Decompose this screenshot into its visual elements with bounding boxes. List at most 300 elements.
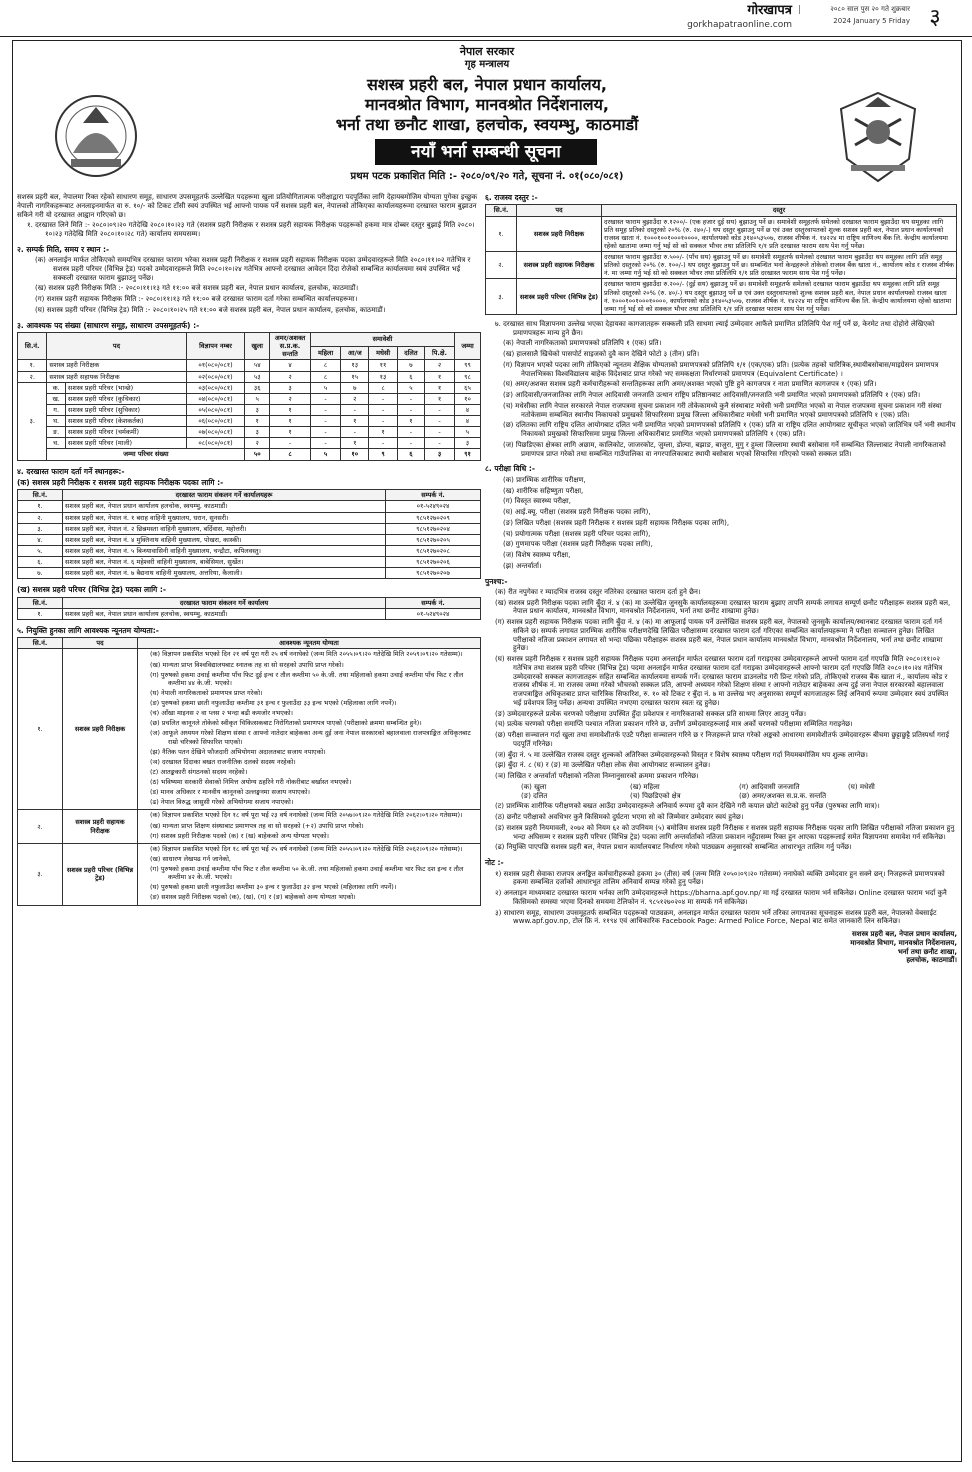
row-contact: ९८५१२७०२०७: [386, 568, 481, 579]
list-item: (छ) गुणमापक परीक्षा (सशस्त्र प्रहरी निरीक्षक पदका लागि),: [503, 540, 653, 549]
row-value: ८: [369, 382, 397, 393]
row-value: -: [397, 393, 424, 404]
row-value: १: [425, 382, 455, 393]
list-item: (छ) दलितका लागि राष्ट्रिय दलित आयोगबाट दलित भनी प्रमाणित भएको प्रमाणपत्रको प्रतिलिपि १ (एक) प्रति वा राष्ट्रिय दलित आयोगबाट सूचीकृत भएको जातिभित्र पर्ने भनी स्थानीय निकायको प्रमुखको सिफारिसमा प्रमुख जिल्ला अधिकारीबाट प्रमाणित भएको प्रमाणपत्रको प्रतिलिपि १ (एक) प्रति।: [503, 421, 956, 439]
row-value: ९८: [454, 371, 480, 382]
row-value: २: [270, 371, 311, 382]
row-sub: क.: [47, 382, 66, 393]
row-value: -: [311, 438, 341, 449]
list-item: (घ) अमर/अशक्त सशस्त्र प्रहरी कर्मचारीहरूको सन्ततिहरूका लागि अमर/अशक्त भएको पुष्टि हुने कागजपत्र र नाता प्रमाणित कागजपत्र १ (एक) प्रति।: [503, 380, 877, 389]
table-header: दलित: [397, 346, 424, 360]
total-label: जम्मा परिचर संख्या: [47, 449, 245, 460]
table-row: [18, 545, 481, 556]
row-value: -: [311, 427, 341, 438]
fee-table-body: [486, 216, 957, 314]
row-value: १: [341, 416, 369, 427]
newspaper-brand: गोरखापत्र: [747, 3, 792, 18]
total-value: १०: [341, 449, 369, 460]
row-value: -: [425, 427, 455, 438]
qualification-item: (ख) मान्यता प्राप्त शिक्षण संस्थाबाट प्रमाणपत्र तह वा सो सरहको (+२) उपाधि प्राप्त गरेको।: [150, 821, 364, 830]
list-item: (ग) विज्ञापन भएको पदका लागि तोकिएको न्यूनतम शैक्षिक योग्यताको प्रमाणपत्रको प्रतिलिपि १/१ (एक/एक) प्रति। (प्रत्येक तहको चारित्रिक,स्थायीबसोबास/माइग्रेसन प्रमाणपत्र नेपालभित्रका विश्वविद्यालय बाहेक विदेशबाट प्राप्त गरेको भए समकक्षता निर्धारणको प्रमाणपत्र (Equivalent Certificate) ।: [503, 360, 939, 378]
row-post: सशस्त्र प्रहरी परिचर (कुचिकार): [65, 393, 186, 404]
qualification-item: (ङ) सशस्त्र प्रहरी निरीक्षक पदको (क), (ख), (ग) र (ङ) बाहेकको अन्य योग्यता भएको।: [150, 893, 356, 902]
list-item: (ङ) लिखित परीक्षा (सशस्त्र प्रहरी निरीक्षक र सशस्त्र प्रहरी सहायक निरीक्षक पदका लागि),: [503, 518, 730, 527]
row-adv: ०३(०८०/०८१): [186, 382, 245, 393]
row-sub: ग.: [47, 404, 66, 415]
section-1: १. दरखास्त लिने मिति :- २०८०।०९।२० गतेदेखि २०८०।१०।२३ गते (सशस्त्र प्रहरी निरीक्षक र सशस्त्र प्रहरी सहायक निरीक्षक पदहरूको हकमा मात्र दोब्बर दस्तुर बुझाई मिति २०८०।१०।२३ गतेदेखि मिति २०८०।१०।२८ गते) कार्यालय समयसम्म।: [27, 221, 475, 238]
list-item: (ज) विशेष स्वास्थ्य परीक्षा,: [503, 551, 571, 559]
posts-table: [17, 332, 481, 461]
row-value: १: [369, 427, 397, 438]
row-value: ६: [397, 371, 424, 382]
row-value: ५३: [245, 371, 270, 382]
row-value: १: [341, 438, 369, 449]
table-row: [18, 512, 481, 523]
notice-title: नयाँ भर्ना सम्बन्धी सूचना: [375, 139, 597, 165]
table-header: पद: [63, 638, 138, 649]
table-header: सि.नं.: [18, 333, 47, 360]
row-value: ४: [454, 416, 480, 427]
row-qualifications: [138, 649, 481, 810]
row-sn: ४.: [18, 534, 63, 545]
list-item: (छ) परीक्षा सञ्चालन गर्दा खुला तथा समावेशीतर्फ एउटै परीक्षा सञ्चालन गरिने छ र निजहरूले प्राप्त गरेको अङ्कको आधारमा समावेशीतर्फ उम्मेदवारहरू बीचमा छुट्टाछुट्टै प्रतिस्पर्धा गराई पदपूर्ति गरिनेछ।: [495, 731, 950, 748]
section-9-list: [485, 588, 957, 852]
row-value: ११: [369, 360, 397, 371]
qualification-item: (ख) साधारण लेखपढ गर्न जानेको,: [150, 854, 231, 863]
list-item: (क) रीत नपुगेका र म्यादभित्र राजस्व दस्तुर नतिरेका दरखास्त फाराम दर्ता हुने छैन।: [495, 587, 701, 596]
date-english: 2024 January 5 Friday: [833, 17, 910, 25]
signature-block: [485, 930, 957, 965]
row-value: -: [369, 438, 397, 449]
row-post: सशस्त्र प्रहरी सहायक निरीक्षक: [517, 252, 602, 279]
row-sn: ३.: [486, 279, 517, 315]
row-adv: ०१(०८०/०८१): [186, 360, 245, 371]
row-sn: १.: [486, 216, 517, 252]
table-header: पद: [517, 205, 602, 216]
table-row: [18, 360, 481, 371]
row-value: २: [425, 360, 455, 371]
department-name: मानवश्रोत विभाग, मानवश्रोत निर्देशनालय,: [364, 95, 610, 114]
row-office: सशस्त्र प्रहरी बल, नेपाल नं. ६ महेश्वरी वाहिनी मुख्यालय, बाबेसिमल, सुर्खेत।: [63, 557, 386, 568]
section-7-intro: ७. दरखास्त साथ विज्ञापनमा उल्लेख भएका देहायका कागजातहरू सक्कली प्रति साथमा ल्याई उम्मेदवार आफैंले प्रमाणित प्रतिलिपि पेश गर्नु पर्ने छ, केरमेट तथा दोहोरो लेखिएको प्रमाणपत्रहरू मान्य हुने छैन।: [495, 319, 935, 337]
row-sn: १.: [18, 608, 63, 619]
qualification-item: (क) विज्ञापन प्रकाशित भएको दिन १८ वर्ष पूरा भई २३ वर्ष ननाघेको (जन्म मिति २०५७।०९।२० गतेदेखि मिति २०६२।०९।२० गतेसम्म)।: [150, 811, 463, 820]
row-contact: ९८५१२७०२०६: [386, 557, 481, 568]
row-value: ५: [311, 382, 341, 393]
table-row: [486, 216, 957, 252]
row-value: १३: [369, 371, 397, 382]
qualification-item: (क) विज्ञापन प्रकाशित भएको दिन १८ वर्ष पूरा भई २५ वर्ष ननाघेको (जन्म मिति २०५५।०९।२० गतेदेखि मिति २०६२।०९।२० गतेसम्म)।: [150, 844, 463, 853]
table-header: आवश्यक न्यूनतम योग्यता: [138, 638, 481, 649]
branch-name: भर्ना तथा छनौट शाखा, हलचोक, स्वयम्भु, काठमाडौं: [335, 115, 639, 134]
table-row: [18, 608, 481, 619]
row-value: ४: [454, 404, 480, 415]
row-sn: ६.: [18, 557, 63, 568]
publication-line: प्रथम पटक प्रकाशित मिति :- २०८०/०९/२० गते, सूचना नं. ०१(०८०/०८१): [350, 171, 624, 182]
right-column: [485, 193, 957, 965]
table-header: दरखास्त फाराम संकलन गर्ने कार्यालय: [63, 597, 386, 608]
signature-line: भर्ना तथा छनौट शाखा,: [897, 947, 957, 956]
note-title: नोट :-: [485, 858, 504, 868]
row-value: ६५: [454, 382, 480, 393]
row-office: सशस्त्र प्रहरी बल, नेपाल नं. २ छिन्नमस्ता वाहिनी मुख्यालय, बर्दिवास, महोत्तरी।: [63, 523, 386, 534]
govt-name: नेपाल सरकार: [459, 45, 515, 58]
row-value: ३: [454, 438, 480, 449]
row-value: १: [270, 416, 311, 427]
office-name: सशस्त्र प्रहरी बल, नेपाल प्रधान कार्यालय,: [367, 75, 607, 94]
section-3-title: ३. आवश्यक पद संख्या (साधारण समूह, साधारण उपसमूहतर्फ) :-: [17, 320, 200, 330]
row-value: ४: [270, 360, 311, 371]
section-4a-title: (क) सशस्त्र प्रहरी निरीक्षक र सशस्त्र प्रहरी सहायक निरीक्षक पदका लागि :-: [17, 477, 224, 487]
section-2-title: २. सम्पर्क मिति, समय र स्थान :-: [17, 244, 110, 254]
row-sn: २.: [18, 810, 63, 843]
row-office: सशस्त्र प्रहरी बल, नेपाल प्रधान कार्यालय हलचोक, स्वयम्भु, काठमाडौं।: [63, 608, 386, 619]
row-value: -: [397, 404, 424, 415]
notes-list: [485, 870, 957, 927]
table-row: [18, 843, 481, 905]
row-value: ३: [245, 427, 270, 438]
list-item: (ग) विस्तृत स्वास्थ्य परीक्षा,: [503, 497, 571, 506]
row-value: ५: [454, 427, 480, 438]
row-adv: ०७(०८०/०८१): [186, 427, 245, 438]
row-value: ९९: [454, 360, 480, 371]
list-item: (ख) शारीरिक सहिष्णुता परीक्षा,: [503, 486, 584, 495]
table-row: [18, 438, 481, 449]
row-office: सशस्त्र प्रहरी बल, नेपाल नं. १ बराह वाहिनी मुख्यालय, धरान, सुनसरी।: [63, 512, 386, 523]
list-item: २) अनलाइन माध्यमबाट दरखास्त फाराम भर्नका लागि उम्मेदवारहरूले https://bharna.apf.gov.np/ मा गई दरखास्त फाराम भर्न सकिनेछ। Online दरखास्त फाराम भर्दा कुनै किसिमको समस्या भएमा दिनको समयमा टेलिफोन नं. ९८५१२७०२०४ मा सम्पर्क गर्न सकिनेछ।: [495, 889, 947, 906]
section-4b-title: (ख) सशस्त्र प्रहरी परिचर (विभिन्न ट्रेड) पदका लागि :-: [17, 585, 166, 595]
signature-line: हलचोक, काठमाडौं।: [906, 956, 957, 965]
row-value: २: [341, 393, 369, 404]
fee-table: [485, 204, 957, 315]
order-item: (क) खुला: [521, 782, 547, 791]
section-5-title: ५. नियुक्ति हुनका लागि आवश्यक न्यूनतम योग्यता:-: [17, 625, 159, 635]
row-post: सशस्त्र प्रहरी निरीक्षक: [47, 360, 186, 371]
row-sn: १.: [18, 360, 47, 371]
row-adv: ०४(०८०/०८१): [186, 393, 245, 404]
list-item: (घ) सशस्त्र प्रहरी परिचर (विभिन्न ट्रेड) मिति :- २०८०।१०।२५ गते ११:०० बजे सशस्त्र प्रहरी बल, नेपाल प्रधान कार्यालय, हलचोक, काठमाडौं।: [35, 305, 386, 314]
qualification-item: (ख) मान्यता प्राप्त विश्वविद्यालयबाट स्नातक तह वा सो सरहको उपाधि प्राप्त गरेको।: [150, 660, 344, 669]
row-sn: ३.: [18, 523, 63, 534]
row-sn: ३.: [18, 382, 47, 460]
row-sn: १.: [18, 649, 63, 810]
table-header: सि.नं.: [18, 638, 63, 649]
masthead: [0, 0, 972, 37]
row-post: सशस्त्र प्रहरी परिचर (विभिन्न ट्रेड): [63, 843, 138, 905]
qualification-item: (ग) पुरुषको हकमा उचाई कम्तीमा पाँच फिट र तौल कम्तीमा ५० के.जी. तथा महिलाको हकमा उचाई कम्तीमा चार फिट दश इन्च र तौल कम्तीमा ४२ के.जी. भएको।: [150, 865, 464, 882]
section-6-title: ६. राजस्व दस्तुर :-: [485, 193, 538, 202]
table-row: [486, 279, 957, 315]
row-value: ५: [397, 382, 424, 393]
row-sn: ५.: [18, 545, 63, 556]
offices-table-body: [18, 501, 481, 579]
row-value: २: [270, 393, 311, 404]
row-value: -: [341, 404, 369, 415]
row-value: -: [311, 393, 341, 404]
section-2-list: [17, 256, 481, 315]
list-item: (क) प्रारम्भिक शारीरिक परीक्षण,: [503, 475, 586, 484]
list-item: (झ) अन्तर्वार्ता।: [503, 561, 542, 570]
row-post: सशस्त्र प्रहरी परिचर (चर्मकर्मी): [65, 427, 186, 438]
list-item: (ठ) छनौट परीक्षाको अवधिभर कुनै किसिमको दुर्घटना भएमा सो को जिम्मेवार उम्मेदवार स्वयं हुनेछ।: [495, 813, 744, 822]
row-value: ५: [245, 393, 270, 404]
row-contact: ०१-५२४९०२४: [386, 501, 481, 512]
table-header: विज्ञापन नम्बर: [186, 333, 245, 360]
section-9-title: पुनश्च:-: [485, 576, 508, 586]
row-post: सशस्त्र प्रहरी निरीक्षक: [63, 649, 138, 810]
list-item: (ट) प्रारम्भिक शारीरिक परीक्षणको बखत आउँदा उम्मेदवारहरूले अनिवार्य रूपमा दुवै कान देखिने गरी कपाल छोटो काटेको हुनु पर्नेछ (पुरुषका लागि मात्र)।: [495, 802, 880, 811]
section-7-list: [485, 339, 957, 458]
row-office: सशस्त्र प्रहरी बल, नेपाल नं. ७ बैद्यनाथ वाहिनी मुख्यालय, अत्तरिया, कैलाली।: [63, 568, 386, 579]
row-post: सशस्त्र प्रहरी परिचर (विभिन्न ट्रेड): [517, 279, 602, 315]
row-value: १: [270, 404, 311, 415]
order-item: (ग) आदिवासी जनजाति: [739, 782, 800, 791]
section-4-title: ४. दरखास्त फाराम दर्ता गर्ने स्थानहरू:-: [17, 466, 125, 476]
total-value: ३: [425, 449, 455, 460]
qualification-item: (ग) सशस्त्र प्रहरी निरीक्षक पदको (क) र (ख) बाहेकको अन्य योग्यता भएको।: [150, 831, 330, 840]
row-adv: ०८(०८०/०८१): [186, 438, 245, 449]
list-item: (च) मधेसीका लागि नेपाल सरकारले नेपाल राजपत्रमा सूचना प्रकाशन गरी तोकेकामध्ये कुनै संस्थाबाट मधेसी भनी प्रमाणित भएको वा नेपाल राजपत्रमा सूचना प्रकाशन गरी संस्था नतोकेसम्म सम्बन्धित स्थानीय निकायको प्रमुखको सिफारिसमा प्रमुख जिल्ला अधिकारीबाट मधेसी भनी प्रमाणित भएको प्रमाणपत्रको प्रतिलिपि १ (एक) प्रति।: [503, 401, 942, 419]
list-item: (क) नेपाली नागरिकताको प्रमाणपत्रको प्रतिलिपि १ (एक) प्रति।: [503, 339, 662, 348]
posts-table-body: [18, 360, 481, 460]
row-sn: १.: [18, 501, 63, 512]
row-post: सशस्त्र प्रहरी सहायक निरीक्षक: [63, 810, 138, 843]
row-value: -: [397, 427, 424, 438]
row-value: -: [311, 404, 341, 415]
row-value: -: [270, 438, 311, 449]
intro-paragraph: सशस्त्र प्रहरी बल, नेपालमा रिक्त रहेको साधारण समूह, साधारण उपसमूहतर्फ उल्लेखित पदहरूमा खुला प्रतियोगितात्मक परीक्षाद्वारा पदपूर्तिका लागि देहायबमोजिम योग्यता पुगेका इच्छुक नेपाली नागरिकहरूबाट अनलाइनमार्फत वा रु. १०/- को टिकट टाँसी स्वयं उपस्थित भई आफ्नो पायक पर्ने सशस्त्र प्रहरी बल, नेपालको तोकिएका कार्यालयहरूमा दरखास्त फाराम बुझाउन सकिने गरी यो दरखास्त आह्वान गरिएको छ।: [17, 193, 478, 219]
section-8-title: ८. परीक्षा विधि :-: [485, 464, 535, 474]
offices-table: [17, 489, 481, 579]
row-sn: २.: [18, 512, 63, 523]
list-item: १) सशस्त्र प्रहरी सेवाका राजपत्र अनङ्कित कर्मचारीहरूको हकमा ३० (तीस) वर्ष (जन्म मिति २०५०।०९।२० गतेसम्म) ननाघेको व्यक्ति उम्मेदवार हुन सक्ने छन्। निजहरूले प्रमाणपत्रको हकमा सम्बन्धित दर्जाको आधारभूत तालिम अनिवार्य सम्पन्न गरेको हुनु पर्नेछ।: [495, 869, 945, 887]
order-item: (ख) महिला: [630, 782, 660, 791]
qualification-item: (ड) मानव अधिकार र मानवीय कानूनको उल्लङ्घनमा सजाय नपाएको।: [150, 788, 310, 797]
row-value: -: [341, 427, 369, 438]
order-item: (च) पिछडिएको क्षेत्र: [630, 791, 681, 800]
row-fee: दरखास्त फाराम बुझाउँदा रु.२००/- (दुई सय) बुझाउनु पर्ने छ। समावेशी समूहतर्फ समेतको दरखास्त फाराम बुझाउँदा थप समूहका लागि प्रति समूह प्रतिको दस्तुरको २०% (रु. ४०/-) थप दस्तुर बुझाउनु पर्ने छ एवं उक्त दस्तुरवापतको शुल्क सशस्त्र प्रहरी बल, नेपाल प्रधान कार्यालयको राजस्व खाता नं. १०००१००१०००१००००, कार्यालयको कोड ३१४०५३५०७, राजस्व शीर्षक नं. १४२२४ मा राष्ट्रिय वाणिज्य बैंक लि. केन्द्रीय कार्यालयमा रहेको खातामा जम्मा गर्नु भई सो को सक्कल भौचर तथा प्रतिलिपि १/१ प्रति दरखास्त फाराम साथ पेश गर्नु पर्नेछ।: [602, 279, 957, 315]
order-item: (घ) मधेसी: [848, 782, 875, 791]
list-item: (घ) आई.क्यू. परीक्षा (सशस्त्र प्रहरी निरीक्षक पदका लागि),: [503, 508, 651, 516]
list-item: (क) अनलाईन मार्फत तोकिएको समयभित्र दरखास्त फाराम भरेका सशस्त्र प्रहरी निरीक्षक र सशस्त्र प्रहरी सहायक निरीक्षक पदका उम्मेदवारहरूले मिति २०८०।११।०२ गतेभित्र र सशस्त्र प्रहरी परिचर (विभिन्न ट्रेड) पदको उम्मेदवारहरूले मिति २०८०।१०।२४ गतेभित्र आफ्नो दरखास्त आवेदन दिंदा रोजेको सम्बन्धित कार्यालयमा स्वयं उपस्थित भई सक्कली दरखास्त फाराम बुझाउनु पर्नेछ।: [35, 256, 471, 282]
list-item: (ढ) नियुक्ति पाएपछि सशस्त्र प्रहरी बल, नेपाल प्रधान कार्यालयबाट निर्धारण गरेको पाठ्यक्रम अनुसारको सम्बन्धित आधारभूत तालिम गर्नु पर्नेछ।: [495, 843, 852, 852]
row-contact: ०१-५२४९०२४: [386, 608, 481, 619]
row-value: १: [425, 393, 455, 404]
qualification-item: (ज) आफूले अध्ययन गरेको शिक्षण संस्था र आफ्नो नातेदार बाहेकका अन्य दुई जना नेपाल सरकारको बहालवाला राजपत्राङ्कित अधिकृतबाट राम्रो चरित्रको सिफारिश पाएको।: [150, 729, 471, 746]
list-item: (ख) सशस्त्र प्रहरी निरीक्षक पदका लागि बुँदा नं. ४ (क) मा उल्लेखित जुनसुकै कार्यालयहरूमा दरखास्त फाराम बुझाए तापनि सम्पर्क लगायत सम्पूर्ण छनौट परीक्षाहरू सशस्त्र प्रहरी बल, नेपाल प्रधान कार्यालय, मानवश्रोत विभाग, मानवश्रोत निर्देशनालय, भर्ना तथा छनौट शाखामा हुनेछ।: [495, 598, 951, 616]
row-contact: ९८५१२७०२०८: [386, 545, 481, 556]
table-row: [18, 649, 481, 810]
row-value: १३: [341, 360, 369, 371]
table-header: खुला: [245, 333, 270, 360]
table-row: [18, 393, 481, 404]
row-contact: ९८५१२७०२०५: [386, 534, 481, 545]
total-value: ८: [270, 449, 311, 460]
table-row: [18, 371, 481, 382]
table-header: सि.नं.: [18, 597, 63, 608]
row-sn: ७.: [18, 568, 63, 579]
row-fee: दरखास्त फाराम बुझाउँदा रु.१२००/- (एक हजार दुई सय) बुझाउनु पर्ने छ। समावेशी समूहतर्फ समेतको दरखास्त फाराम बुझाउँदा थप समूहका लागि प्रति समूह प्रतिको दस्तुरको २०% (रु. २४०/-) थप दस्तुर बुझाउनु पर्ने छ एवं उक्त दस्तुरवापतको शुल्क सशस्त्र प्रहरी बल, नेपाल प्रधान कार्यालयको राजस्व खाता नं. १०००१००१०००१००००, कार्यालयको कोड ३१४०५३५०७, राजस्व शीर्षक नं. १४२२४ मा राष्ट्रिय वाणिज्य बैंक लि. केन्द्रीय कार्यालयमा रहेको खातामा जम्मा गर्नु भई सो को सक्कल भौचर तथा प्रतिलिपि १/१ प्रति दरखास्त फाराम साथ पेश गर्नु पर्नेछ।: [602, 216, 957, 252]
list-item: (ग) सशस्त्र प्रहरी सहायक निरीक्षक पदका लागि बुँदा नं. ४ (क) मा आफूलाई पायक पर्ने उल्लेखित सशस्त्र प्रहरी बल, नेपालको जुनसुकै कार्यालय/स्थानबाट दरखास्त फाराम दर्ता गर्न सकिने छ। सम्पर्क लगायत प्रारम्भिक शारीरिक परीक्षणदेखि लिखित परीक्षासम्म दरखास्त फाराम दर्ता गरिएका सम्बन्धित कार्यालयहरूमा नै परीक्षा सञ्चालन हुनेछ। लिखित परीक्षाको नतिजा प्रकाशन लगायत सो भन्दा पछिका परीक्षाहरू सशस्त्र प्रहरी बल, नेपाल प्रधान कार्यालय मानवश्रोत विभाग, मानवश्रोत निर्देशनालय, भर्ना तथा छनौट शाखामा हुनेछ।: [495, 618, 943, 653]
row-value: -: [311, 416, 341, 427]
office-paricharak-table: [17, 597, 481, 620]
table-row: [18, 557, 481, 568]
row-value: २: [245, 438, 270, 449]
row-sub: च.: [47, 438, 66, 449]
row-qualifications: [138, 810, 481, 843]
table-header: पद: [47, 333, 186, 360]
order-item: (ङ) दलित: [521, 791, 548, 800]
qualification-item: (झ) नैतिक पतन देखिने फौजदारी अभियोगमा अदालतबाट सजाय नपाएको।: [150, 747, 326, 756]
row-value: -: [369, 404, 397, 415]
table-row: [18, 416, 481, 427]
qualification-item: (ग) पुरुषको हकमा उचाई कम्तीमा पाँच फिट दुई इन्च र तौल कम्तीमा ५० के.जी. तथा महिलाको हकमा उचाई कम्तीमा पाँच फिट र तौल कम्तीमा ४४ के.जी. भएको।: [150, 670, 464, 687]
section-8-list: [485, 476, 957, 571]
total-value: ९: [369, 449, 397, 460]
row-value: -: [369, 393, 397, 404]
table-header: जम्मा: [454, 333, 480, 360]
table-header: अमर/अशक्त स.प्र.क. सन्तति: [270, 333, 311, 360]
list-item: (झ) बुँदा नं. ८ (घ) र (ङ) मा उल्लेखित परीक्षा लोक सेवा आयोगबाट सञ्चालन हुनेछ।: [495, 761, 711, 770]
table-header: पि.क्षे.: [425, 346, 455, 360]
qualification-item: (ठ) भविष्यमा सरकारी सेवाको निमित्त अयोग्य ठहरिने गरी नोकरीबाट बर्खास्त नभएको।: [150, 778, 352, 786]
row-adv: ०५(०८०/०८१): [186, 404, 245, 415]
order-item: (छ) अमर/अशक्त स.प्र.क. सन्तति: [739, 791, 827, 800]
row-value: १: [245, 416, 270, 427]
table-row: [18, 810, 481, 843]
total-value: ६: [397, 449, 424, 460]
row-value: -: [397, 438, 424, 449]
qualification-item: (घ) नेपाली नागरिकताको प्रमाणपत्र प्राप्त गरेको।: [150, 688, 263, 697]
table-row: [18, 534, 481, 545]
publication-order: [485, 783, 957, 801]
total-value: ५: [311, 449, 341, 460]
row-sn: २.: [486, 252, 517, 279]
row-sn: ३.: [18, 843, 63, 905]
table-row: [486, 252, 957, 279]
table-header: दस्तुर: [602, 205, 957, 216]
list-item: (ज) बुँदा नं. ५ मा उल्लेखित राजस्व दस्तुर शुल्कको अतिरिक्त उम्मेदवारहरूको विस्तृत र विशेष स्वास्थ्य परीक्षण गर्दा नियमबमोजिम थप शुल्क लाग्नेछ।: [495, 750, 868, 759]
list-item: (ख) हालसालै खिचेको पासपोर्ट साइजको दुवै कान देखिने फोटो ३ (तीन) प्रति।: [503, 350, 700, 359]
row-value: ३: [270, 382, 311, 393]
row-qualifications: [138, 843, 481, 905]
row-office: सशस्त्र प्रहरी बल, नेपाल नं. ४ मुक्तिनाथ वाहिनी मुख्यालय, पोखरा, कास्की।: [63, 534, 386, 545]
row-value: १: [270, 427, 311, 438]
row-post: सशस्त्र प्रहरी परिचर (भान्छे): [65, 382, 186, 393]
table-header: महिला: [311, 346, 341, 360]
row-sub: ख.: [47, 393, 66, 404]
list-item: (ज) पिछडिएका क्षेत्रका लागि अछाम, कालिकोट, जाजरकोट, जुम्ला, डोल्पा, बझाङ, बाजुरा, मुगु र हुम्ला जिल्लामा स्थायी बसोबास गर्ने सम्बन्धित जिल्लाबाट नेपाली नागरिकताको प्रमाणपत्र प्राप्त गरेको तथा सम्बन्धित गाउँपालिका वा नगरपालिकाबाट स्थायी बसोबास भएको सिफारिस गरिएको पत्रको सक्कल प्रति।: [503, 440, 946, 458]
ministry-name: गृह मन्त्रालय: [464, 59, 510, 70]
total-row: [18, 449, 481, 460]
list-item: (घ) सशस्त्र प्रहरी निरीक्षक र सशस्त्र प्रहरी सहायक निरीक्षक पदमा अनलाईन मार्फत दरखास्त फाराम दर्ता गराइएका उम्मेदवारहरूले आफ्नो फाराम दर्ता गएपछि मिति २०८०।११।०२ गतेभित्र तथा सशस्त्र प्रहरी परिचर (विभिन्न ट्रेड) पदमा अनलाईन मार्फत दरखास्त फाराम दर्ता गराइका उम्मेदवारहरूले आफ्नो फाराम दर्ता गएपछि मिति २०८०।१०।२४ गतेभित्र उम्मेदवारको सक्कल कागजातहरू सहित सम्बन्धित कार्यालयमा सम्पर्क गर्ने। दरखास्त फाराम डाउनलोड गरी प्रिन्ट गरेको प्रति, तोकिएको राजस्व बैंक खाता नं., कार्यालय कोड र राजस्व शीर्षक नं. मा राजस्व जम्मा गरेको भौचरको सक्कल प्रति, आफ्नो अध्ययन गरेको शिक्षण संस्था र आफ्नो नातेदार बाहेकका अन्य दुई जना नेपाल सरकारको बहालवाला राजपत्राङ्कित अधिकृतबाट प्राप्त चारित्रिक सिफारिश, रु. १० को टिकट र बुँदा नं. ७ मा उल्लेख भए अनुसारका सम्पूर्ण कागजातहरू लिई अनिवार्य रूपमा उम्मेदवार स्वयं उपस्थित भई प्रवेशपत्र लिनु पर्नेछ। अन्यथा उपस्थित नभएमा दरखास्त फाराम स्वतः रद्द हुनेछ।: [495, 655, 949, 707]
row-office: सशस्त्र प्रहरी बल, नेपाल नं. ५ बिन्ध्यावासिनी वाहिनी मुख्यालय, चन्द्रौटा, कपिलवस्तु।: [63, 545, 386, 556]
row-post: सशस्त्र प्रहरी परिचर (केशकर्तक): [65, 416, 186, 427]
total-value: ५०: [245, 449, 270, 460]
row-value: -: [369, 416, 397, 427]
table-header: दरखास्त फाराम संकलन गर्ने कार्यालयहरू: [63, 490, 386, 501]
notice-advertisement: [12, 40, 962, 1462]
signature-line: सशस्त्र प्रहरी बल, नेपाल प्रधान कार्यालय,: [852, 930, 957, 938]
row-post: सशस्त्र प्रहरी परिचर (सुचिकार): [65, 404, 186, 415]
table-row: [18, 568, 481, 579]
qualification-table-body: [18, 649, 481, 905]
qualification-item: (क) विज्ञापन प्रकाशित भएको दिन २१ वर्ष पूरा गरी २५ वर्ष ननाघेको (जन्म मिति २०५५।०९।२० गतेदेखि मिति २०५९।०९।२० गतेसम्म)।: [150, 650, 463, 659]
table-header: सम्पर्क नं.: [386, 490, 481, 501]
list-item: (ग) सशस्त्र प्रहरी सहायक निरीक्षक मिति :- २०८०।११।१३ गते ११:०० बजे दरखास्त फाराम दर्ता गरेका सम्बन्धित कार्यालयहरूमा।: [35, 295, 358, 304]
table-row: [18, 427, 481, 438]
page-number: ३: [929, 5, 941, 30]
list-item: ३) साधारण समूह, साधारण उपसमूहतर्फ सम्बन्धित पदहरूको पाठ्यक्रम, अनलाइन मार्फत दरखास्त फाराम भर्ने तरिका लगायतका सूचनाहरू सशस्त्र प्रहरी बल, नेपालको वेबसाईट www.apf.gov.np, टोल फ्रि नं. ११९४ एवं आधिकारिक Facebook Page: Armed Police Force, Nepal बाट समेत जानकारी लिन सकिनेछ।: [495, 908, 937, 926]
left-column: [17, 193, 481, 906]
table-row: [18, 382, 481, 393]
row-value: -: [425, 416, 455, 427]
table-header: सम्पर्क नं.: [386, 597, 481, 608]
qualification-item: (ङ) पुरुषको हकमा छाती नफुलाउँदा कम्तीमा ३१ इन्च र फुलाउँदा ३३ इन्च भएको (महिलाका लागि नपर्ने)।: [150, 699, 397, 707]
qualification-item: (घ) पुरुषको हकमा छाती नफुलाउँदा कम्तीमा ३० इन्च र फुलाउँदा ३२ इन्च भएको (महिलाका लागि नपर्ने)।: [150, 883, 397, 892]
row-adv: ०२(०८०/०८१): [186, 371, 245, 382]
list-item: (ङ) उम्मेदवारहरूले प्रत्येक चरणको परीक्षामा उपस्थित हुँदा प्रवेशपत्र र नागरिकताको सक्कल प्रति साथमा लिएर आउनु पर्नेछ।: [495, 709, 807, 718]
row-value: १: [397, 416, 424, 427]
row-fee: दरखास्त फाराम बुझाउँदा रु.५००/- (पाँच सय) बुझाउनु पर्ने छ। समावेशी समूहतर्फ समेतको दरखास्त फाराम बुझाउँदा थप समूहका लागि प्रति समूह प्रतिको दस्तुरको २०% (रु. १००/-) थप दस्तुर बुझाउनु पर्ने छ। सम्बन्धित भर्ना केन्द्रहरूले तोकेको राजस्व बैंक खाता नं., कार्यालय कोड र राजस्व शीर्षक नं. मा जम्मा गर्नु भई सो को सक्कल भौचर तथा प्रतिलिपि १/१ प्रति दरखास्त फाराम साथ पेश गर्नु पर्नेछ।: [602, 252, 957, 279]
table-row: [18, 523, 481, 534]
total-value: ९१: [454, 449, 480, 460]
row-post: सशस्त्र प्रहरी निरीक्षक: [517, 216, 602, 252]
list-item: (च) प्रत्येक चरणको परीक्षा समाप्ति पश्चात नतिजा प्रकाशन गरिने छ, उत्तीर्ण उम्मेदवारहरूलाई मात्र अर्को चरणको परीक्षामा सम्मिलित गराइनेछ।: [495, 720, 853, 729]
qualification-table: [17, 637, 481, 905]
row-value: -: [425, 438, 455, 449]
row-value: १: [425, 371, 455, 382]
row-sn: २.: [18, 371, 47, 382]
row-value: ८: [311, 360, 341, 371]
qualification-item: (ढ) नेपाल विरुद्ध जासुसी गरेको अभियोगमा सजाय नपाएको।: [150, 798, 294, 807]
row-post: सशस्त्र प्रहरी सहायक निरीक्षक: [47, 371, 186, 382]
qualification-item: (छ) प्रचलित कानूनले तोकेको स्वीकृत चिकित्सकबाट निरोगिताको प्रमाणपत्र पाएको (परीक्षाको क्रममा सम्बन्धित हुने)।: [150, 719, 422, 728]
qualification-item: (ञ) दरखास्त दिंदाका बखत राजनीतिक दलको सदस्य नरहेको।: [150, 757, 296, 766]
row-post: सशस्त्र प्रहरी परिचर (माली): [65, 438, 186, 449]
row-value: ३: [245, 404, 270, 415]
row-contact: ९८५१२७०२०९: [386, 512, 481, 523]
table-header: सि.नं.: [18, 490, 63, 501]
row-value: ५४: [245, 360, 270, 371]
row-value: १५: [341, 371, 369, 382]
list-item: (ख) सशस्त्र प्रहरी निरीक्षक मिति :- २०८०।११।१३ गते ११:०० बजे सशस्त्र प्रहरी बल, नेपाल प्रधान कार्यालय, हलचोक, काठमाडौं।: [35, 284, 359, 293]
row-value: -: [425, 404, 455, 415]
qualification-item: (च) आँखा माइनस २ वा प्लस २ भन्दा बढी कमजोर नभएको।: [150, 709, 293, 718]
table-header: सि.नं.: [486, 205, 517, 216]
row-adv: ०६(०८०/०८१): [186, 416, 245, 427]
list-item: (च) प्रयोगात्मक परीक्षा (सशस्त्र प्रहरी परिचर पदका लागि),: [503, 529, 651, 538]
list-item: (ड) सशस्त्र प्रहरी नियमावली, २०७२ को नियम ६२ को उपनियम (५) बमोजिम सशस्त्र प्रहरी निरीक्षक र सशस्त्र प्रहरी सहायक निरीक्षक पदका लागि लिखित परीक्षाको नतिजा प्रकाशन हुनु भन्दा अघिसम्म र सशस्त्र प्रहरी परिचर (विभिन्न ट्रेड) पदका लागि अन्तर्वार्ताको नतिजा प्रकाशन नहुँदासम्म रिक्त हुन आएका पदहरूलाई समेत विज्ञापनमा समावेश गर्न सकिनेछ।: [495, 823, 955, 841]
date-nepali: २०८० साल पुस २० गते शुक्रबार: [799, 5, 910, 14]
list-item: (ञ) लिखित र अन्तर्वार्ता परीक्षाको नतिजा निम्नानुसारको क्रममा प्रकाशन गरिनेछ।: [495, 772, 699, 781]
table-header: मधेसी: [369, 346, 397, 360]
row-sub: ङ.: [47, 427, 66, 438]
table-row: [18, 501, 481, 512]
office-paricharak-table-body: [18, 608, 481, 619]
row-value: ७: [397, 360, 424, 371]
row-value: ७: [341, 382, 369, 393]
row-office: सशस्त्र प्रहरी बल, नेपाल प्रधान कार्यालय हलचोक, स्वयम्भु, काठमाडौं।: [63, 501, 386, 512]
table-header: आ/ज: [341, 346, 369, 360]
signature-line: मानवश्रोत विभाग, मानवश्रोत निर्देशनालय,: [850, 938, 957, 947]
row-value: ३६: [245, 382, 270, 393]
list-item: (ङ) आदिवासी/जनजातिका लागि नेपाल आदिवासी जनजाति उत्थान राष्ट्रिय प्रतिष्ठानबाट आदिवासी/जनजाति भनी प्रमाणित भएको प्रमाणपत्रको प्रतिलिपि १ (एक) प्रति।: [503, 391, 921, 400]
row-value: १०: [454, 393, 480, 404]
qualification-item: (ट) आतङ्ककारी संगठनको सदस्य नरहेको।: [150, 767, 248, 776]
row-sub: घ.: [47, 416, 66, 427]
row-contact: ९८५१२७०२०४: [386, 523, 481, 534]
